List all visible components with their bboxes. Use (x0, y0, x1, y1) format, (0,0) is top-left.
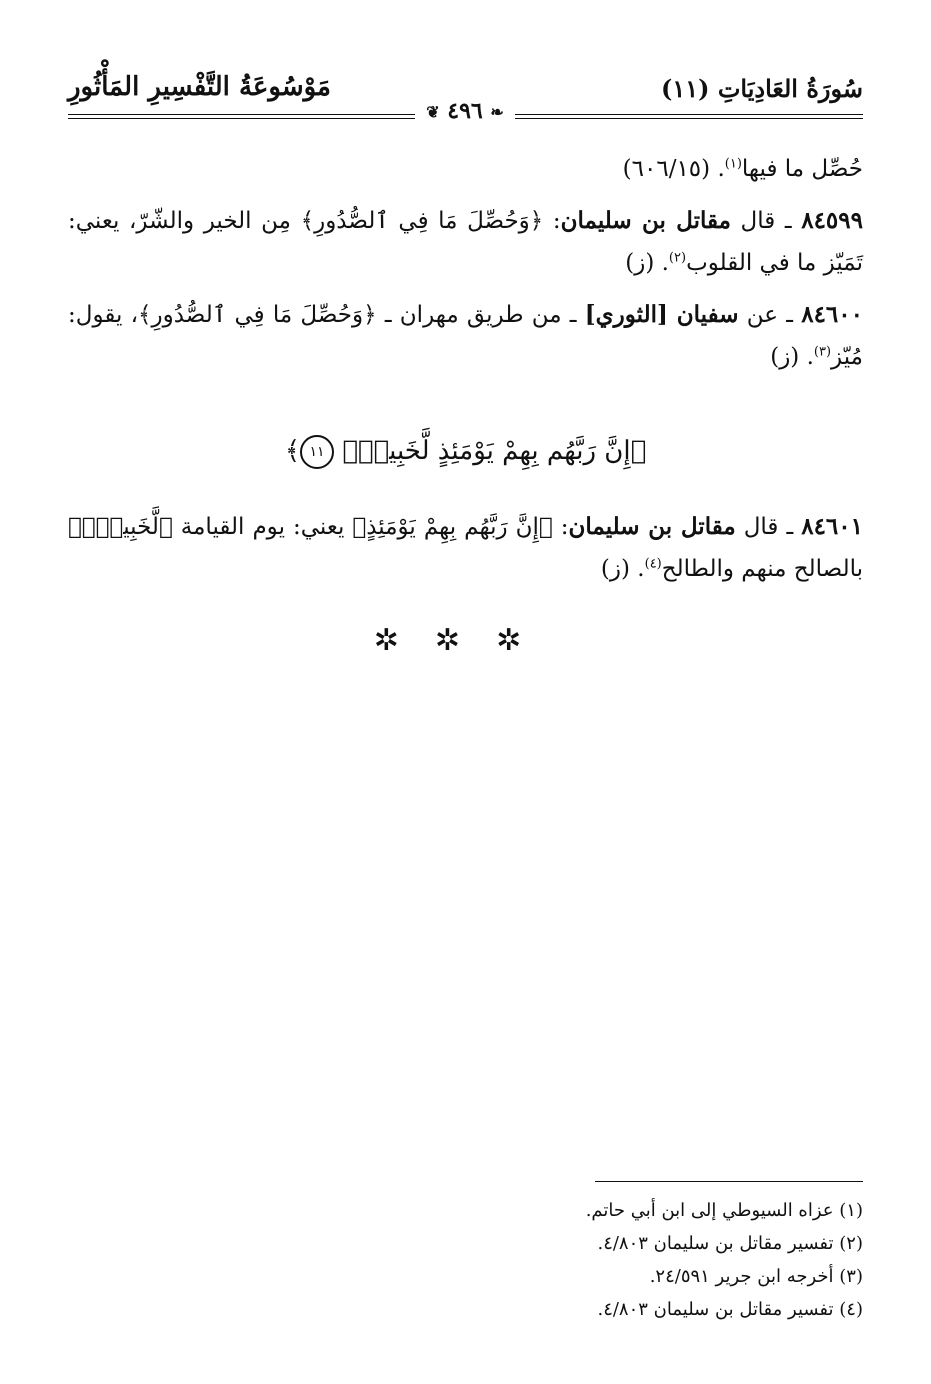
footnote-2: (٢) تفسير مقاتل بن سليمان ٤/٨٠٣. (597, 1233, 863, 1254)
star-ornament-icon: ✲ (434, 623, 497, 658)
ornament-right-icon: ❧ (490, 102, 504, 122)
narration-84601: ٨٤٦٠١ ـ قال مقاتل بن سليمان: ﴿إِنَّ رَبَّهُم بِهِمْ يَوْمَئِذٍ﴾ يعني: يوم القيامة ﴿لَّخَبِيرٌۢ﴾ بالصالح منهم والطالح$^{(٤)}$. (ز) (68, 513, 863, 582)
narrator-name: مقاتل بن سليمان (560, 207, 731, 234)
narrator-name: سفيان [الثوري] (584, 301, 739, 328)
narration-number: ٨٤٥٩٩ (801, 207, 863, 234)
narration-84599: ٨٤٥٩٩ ـ قال مقاتل بن سليمان: ﴿وَحُصِّلَ مَا فِي ٱلصُّدُورِ﴾ مِن الخير والشّرّ، يعني: تَمَيّز ما في القلوب$^{(٢)}$. (ز) (68, 207, 863, 276)
narration-number: ٨٤٦٠٠ (801, 301, 863, 328)
footnote-ref: (٤) (644, 556, 662, 572)
surah-header: سُورَةُ العَادِيَاتِ (١١) (660, 74, 863, 103)
quran-verse: ﴿إِنَّ رَبَّهُم بِهِمْ يَوْمَئِذٍ لَّخَبِيرٌۢ ١١﴾ (68, 430, 863, 472)
ayah-number-icon: ١١ (300, 435, 334, 469)
star-ornament-icon: ✲ (373, 623, 435, 658)
footnotes (586, 1194, 863, 1326)
narration-number: ٨٤٦٠١ (801, 513, 863, 540)
paragraph-continuation: حُصِّل ما فيها$^{(١)}$. (٦٠٦/١٥) (622, 156, 863, 182)
ornament-left-icon: ❦ (426, 102, 440, 122)
star-ornament-icon: ✲ (496, 623, 558, 658)
footnote-ref: (٣) (813, 344, 832, 360)
narration-84600: ٨٤٦٠٠ ـ عن سفيان [الثوري] ـ من طريق مهران ـ ﴿وَحُصِّلَ مَا فِي ٱلصُّدُورِ﴾، يقول: مُيّز$^{(٣)}$. (ز) (68, 301, 863, 370)
quran-quote: ﴿إِنَّ رَبَّهُم بِهِمْ يَوْمَئِذٍ﴾ (352, 514, 553, 540)
footnote-ref: (١) (724, 156, 742, 172)
footnote-ref: (٢) (668, 250, 687, 266)
footnote-1: (١) عزاه السيوطي إلى ابن أبي حاتم. (585, 1200, 863, 1221)
section-divider (68, 620, 863, 662)
quran-quote: ﴿وَحُصِّلَ مَا فِي ٱلصُّدُورِ﴾ (138, 302, 377, 328)
quran-quote: ﴿لَّخَبِيرٌۢ﴾ (68, 514, 173, 540)
main-text (68, 148, 863, 662)
book-title-header: مَوْسُوعَةُ التَّفْسِيرِ المَأْثُورِ (68, 72, 331, 102)
footnote-rule (595, 1181, 863, 1182)
footnote-4: (٤) تفسير مقاتل بن سليمان ٤/٨٠٣. (597, 1299, 863, 1320)
page-number (415, 98, 515, 124)
quran-quote: ﴿وَحُصِّلَ مَا فِي ٱلصُّدُورِ﴾ (300, 208, 544, 234)
narrator-name: مقاتل بن سليمان (568, 513, 736, 540)
page-number-text: ٤٩٦ (447, 98, 483, 124)
footnote-3: (٣) أخرجه ابن جرير ٢٤/٥٩١. (649, 1266, 863, 1287)
